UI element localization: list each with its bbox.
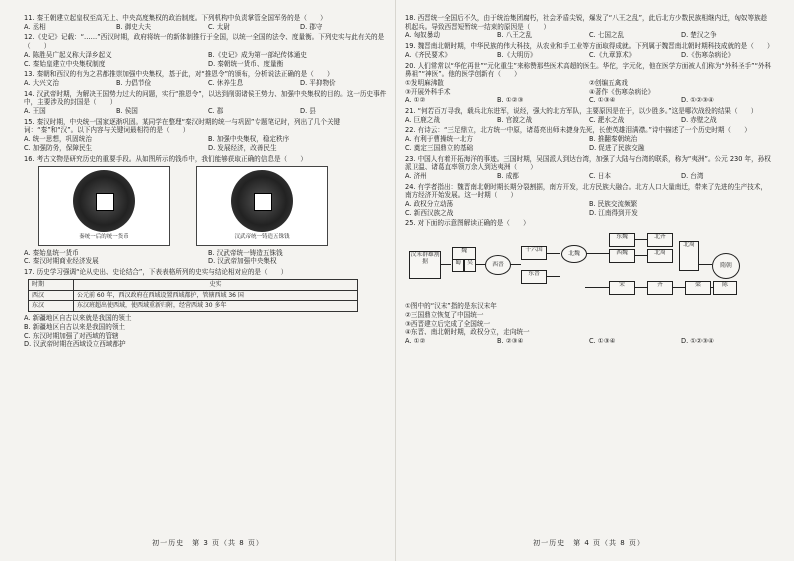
option-b: B. 汉武帝统一铸造五铢钱 — [208, 248, 283, 257]
option-c: C. 秦始皇建立中央集权制度 — [24, 59, 106, 68]
option-c: C. 淝水之战 — [589, 115, 625, 124]
node-shu: 蜀 — [452, 259, 464, 272]
history-table — [28, 279, 358, 313]
option-a: A. 陈胜吴广起义称大泽乡起义 — [24, 50, 112, 59]
question-23 — [405, 155, 773, 181]
options — [405, 96, 773, 105]
options — [24, 23, 392, 32]
question-20 — [405, 62, 773, 106]
statement-1: ①发明麻沸散 — [405, 78, 444, 87]
question-text: 24. 有学者指出：魏晋南北朝时期长期分裂割据，南方开发，北方民族大融合。北方人口大量南迁，带来了先进的生产技术，南方经济开始发展。这一时期（ ） — [405, 182, 768, 200]
option-c: C. 秦汉时期商业经济发展 — [24, 257, 99, 266]
connector — [585, 287, 609, 288]
question-12 — [24, 33, 392, 68]
node-liang: 梁 — [685, 281, 711, 295]
statement-4: ④著作《伤寒杂病论》 — [589, 87, 655, 96]
coin-hole — [96, 193, 114, 211]
option-b: B.《史记》成为第一部纪传体通史 — [208, 50, 307, 59]
question-text: 22. 有诗云：“三足鼎立，北方统一中原，诸葛亮出师未捷身先死，长使英雄泪满襟。”诗中描述了一个历史时期（ ） — [405, 126, 751, 135]
options — [24, 314, 392, 349]
option-d: D. 郡守 — [300, 22, 323, 31]
question-text: 12.《史记》记载：“……”西汉时期，政府将统一的新体制推行于全国，以统一全国的法令、度量衡。下列史实与此有关的是（ ） — [24, 33, 385, 51]
question-18 — [405, 14, 773, 40]
option-d: D. ①②③④ — [681, 96, 714, 105]
option-a: A. ①② — [405, 96, 426, 105]
options — [405, 200, 773, 217]
coin-caption-1: 秦统一后的统一货币 — [79, 234, 129, 241]
option-d: D. 台湾 — [681, 171, 704, 180]
page-footer: 初一历史 第 3 页（共 8 页） — [152, 538, 264, 547]
option-c: C. ①③④ — [589, 336, 616, 345]
question-text: 15. 秦汉时期，中央统一国家逐渐巩固。某同学在整理“秦汉时期的统一与巩固”专题笔记时，列出了几个关键词：“秦”和“汉”。以下内容与关键词最相符的是（ ） — [24, 117, 341, 135]
option-b: B. 八王之乱 — [497, 31, 533, 40]
option-c: C. ①③④ — [589, 96, 616, 105]
option-b: B. 侯国 — [116, 107, 138, 116]
option-b: B. 力倡节俭 — [116, 78, 152, 87]
option-b: B. 官渡之战 — [497, 115, 533, 124]
question-text: 14. 汉武帝时期，为解决王国势力过大的问题，实行“推恩令”，以达到削弱诸侯王势力、加强中央集权的目的。这一历史事件中，主要涉及的封国是（ ） — [24, 89, 387, 107]
coin-hole — [254, 193, 272, 211]
connector — [633, 287, 647, 288]
table-cell-fact: 东汉班超出使西域，使西域重新归附，经营西域 30 多年 — [74, 301, 358, 312]
node-wu: 吴 — [464, 259, 476, 272]
option-c: C. 日本 — [589, 171, 611, 180]
option-d: D. 促进了民族交融 — [589, 143, 645, 152]
node-eastern-wei: 东魏 — [609, 233, 635, 247]
option-a: A. 济州 — [405, 171, 427, 180]
table-header-fact: 史实 — [74, 279, 358, 290]
option-d: D. ①②③④ — [681, 336, 714, 345]
option-d: D. 赤壁之战 — [681, 115, 717, 124]
node-wei: 魏 — [452, 247, 476, 260]
connector — [698, 264, 712, 265]
question-text: 19. 魏晋南北朝时期，中华民族的伟大科技，从农业和手工业等方面取得成就。下列属于魏晋南北朝时期科技成就的是（ ） — [405, 42, 774, 51]
option-c: C. 休养生息 — [208, 78, 244, 87]
option-a: A. 统一思想，巩固统治 — [24, 135, 92, 144]
options — [405, 51, 773, 60]
option-b: B. 加强中央集权，稳定秩序 — [208, 135, 290, 144]
option-c: C. 太尉 — [208, 22, 230, 31]
option-a: A. 匈奴暴动 — [405, 31, 440, 40]
options — [405, 337, 773, 346]
option-b: B. 推翻秦朝统治 — [589, 135, 638, 144]
option-d: D. 汉武帝时期在西域设立西域都护 — [24, 340, 126, 349]
statement-1: ①图中的“汉末”指的是东汉末年 — [405, 302, 497, 311]
node-northern-qi: 北齐 — [647, 233, 673, 247]
connector — [475, 264, 485, 265]
table-row — [29, 301, 358, 312]
connector — [441, 264, 451, 265]
coin-figure-2 — [196, 166, 328, 245]
question-text: 18. 西晋统一全国后不久，由于统治集团腐朽，社会矛盾尖锐，爆发了“八王之乱”，此后北方少数民族相继内迁，匈奴等族趁机起兵。导致西晋短暂统一结束的原因是（ ） — [405, 14, 768, 31]
table-row — [29, 290, 358, 301]
option-d: D. 楚汉之争 — [681, 31, 717, 40]
question-22 — [405, 126, 773, 152]
dynasty-flow-diagram — [409, 231, 739, 299]
option-b: B. 民族交流频繁 — [589, 200, 638, 209]
question-text: 16. 考古文物是研究历史的重要手段。从如图所示的钱币中，我们能够获取正确的信息是（ ） — [24, 154, 307, 163]
option-a: A. 政权分立动荡 — [405, 200, 454, 209]
statements — [405, 79, 773, 96]
node-western-wei: 西魏 — [609, 249, 635, 263]
option-d: D. 汉武帝加强中央集权 — [208, 257, 277, 266]
page-divider — [395, 0, 396, 561]
option-d: D. 平抑物价 — [300, 78, 336, 87]
table-header-row — [29, 279, 358, 290]
question-21 — [405, 107, 773, 124]
question-text: 11. 秦王朝建立起皇权至高无上、中央高度集权的政治制度。下列机构中负责掌管全国军务的是（ ） — [24, 14, 327, 22]
question-15 — [24, 118, 392, 153]
option-d: D. 秦朝统一货币、度量衡 — [208, 59, 284, 68]
node-qi: 齐 — [647, 281, 673, 295]
statements — [405, 302, 773, 337]
node-sui: 隋朝 — [712, 253, 740, 279]
options — [405, 172, 773, 181]
option-d: D. 县 — [300, 107, 316, 116]
node-eastern-jin: 东晋 — [521, 270, 547, 284]
node-western-jin: 西晋 — [485, 255, 511, 275]
question-text: 13. 秦朝和西汉的有为之君都推崇加强中央集权，基于此，对“推恩令”的颁布，分析说法正确的是（ ） — [24, 70, 334, 79]
page-3 — [24, 14, 392, 554]
question-11 — [24, 14, 392, 31]
table-cell-time: 西汉 — [29, 290, 74, 301]
option-b: B. 成都 — [497, 171, 519, 180]
option-d: D. 江南得到开发 — [589, 208, 638, 217]
option-b: B. ②③④ — [497, 336, 524, 345]
option-d: D. 发展经济，改善民生 — [208, 143, 277, 152]
options — [24, 79, 392, 88]
option-a: A. 有利于曹操统一北方 — [405, 135, 473, 144]
connector — [633, 255, 647, 256]
question-19 — [405, 42, 773, 59]
option-a: A. 王国 — [24, 107, 46, 116]
option-a: A. 新疆地区自古以来就是我国的领土 — [24, 314, 132, 323]
options — [24, 107, 392, 116]
option-a: A. 秦始皇统一货币 — [24, 248, 79, 257]
option-a: A. ①② — [405, 336, 426, 345]
option-b: B. ①②③ — [497, 96, 524, 105]
connector — [671, 287, 685, 288]
connector — [585, 253, 609, 254]
page-footer: 初一历史 第 4 页（共 8 页） — [533, 538, 645, 547]
options — [24, 135, 392, 152]
node-northern-zhou: 北周 — [647, 249, 673, 263]
question-24 — [405, 183, 773, 218]
option-c: C. 新西汉族之战 — [405, 208, 454, 217]
connector — [546, 276, 560, 277]
node-han-warlords: 汉末群雄割据 — [409, 251, 441, 279]
statement-2: ②三国鼎立恢复了中国统一 — [405, 310, 484, 319]
option-c: C. 东汉时期加强了对西域的管辖 — [24, 331, 119, 340]
question-text: 21. “何若百万寻我，载兵北东进军，说经，强大的北方军队，主要原因是在于，以少胜多。”这是哪次战役的结果（ ） — [405, 107, 758, 116]
question-text: 23. 中国人有着开拓海洋的事迹。三国时期，吴国派人到达台湾，加强了大陆与台湾的联系，称为“夷洲”。公元 230 年，孙权派卫温、诸葛直率领万余人到达夷洲（ ） — [405, 154, 771, 172]
node-northern-wei: 北魏 — [561, 245, 587, 263]
options — [405, 31, 773, 40]
connector — [633, 239, 647, 240]
options — [405, 135, 773, 152]
option-c: C. 奠定三国鼎立的基础 — [405, 143, 474, 152]
table-header-time: 时期 — [29, 279, 74, 290]
option-b: B.《大明历》 — [497, 50, 537, 59]
question-text: 20. 人们常常以“华佗再世”“元化重生”来称赞那些医术高超的医生。华佗，字元化，他在医学方面被人们称为“外科圣手”“外科鼻祖”“神医”。他的医学创新有（ ） — [405, 61, 772, 79]
option-c: C.《九章算术》 — [589, 50, 636, 59]
connector — [546, 253, 560, 254]
option-a: A.《齐民要术》 — [405, 50, 452, 59]
option-b: B. 御史大夫 — [116, 22, 152, 31]
statement-2: ②创编五禽戏 — [589, 78, 628, 87]
statement-4: ④东晋、南北朝时期，政权分立，走向统一 — [405, 328, 530, 337]
options — [405, 116, 773, 125]
question-14 — [24, 90, 392, 116]
table-cell-fact: 公元前 60 年，西汉政府在西域设置西域都护，管辖西域 36 国 — [74, 290, 358, 301]
options — [24, 51, 392, 68]
statement-3: ③开展外科手术 — [405, 87, 451, 96]
ban-liang-coin-image — [73, 170, 135, 232]
option-a: A. 巨鹿之战 — [405, 115, 440, 124]
page-4 — [405, 14, 773, 554]
option-b: B. 新疆地区自古以来是我国的领土 — [24, 323, 126, 332]
statement-3: ③西晋建立后完成了全国统一 — [405, 319, 491, 328]
question-text: 25. 对下面的示意图解读正确的是（ ） — [405, 219, 530, 228]
option-c: C. 七国之乱 — [589, 31, 625, 40]
options — [24, 249, 392, 266]
wuzhu-coin-image — [231, 170, 293, 232]
coin-caption-2: 汉武帝统一铸造五铢钱 — [234, 234, 290, 241]
question-text: 17. 历史学习强调“论从史出、史论结合”，下表表格所列的史实与结论相对应的是（ ） — [24, 267, 288, 276]
option-c: C. 郡 — [208, 107, 224, 116]
table-cell-time: 东汉 — [29, 301, 74, 312]
coin-images — [38, 166, 392, 245]
node-sixteen-kingdoms: 十六国 — [521, 246, 547, 260]
option-d: D.《伤寒杂病论》 — [681, 50, 735, 59]
option-c: C. 加强防务，保障民生 — [24, 143, 93, 152]
question-13 — [24, 70, 392, 87]
question-25 — [405, 219, 773, 345]
option-a: A. 大兴文治 — [24, 78, 59, 87]
coin-figure-1 — [38, 166, 170, 245]
node-song: 宋 — [609, 281, 635, 295]
node-chen: 陈 — [713, 281, 737, 295]
node-northern-zhou-2: 北周 — [679, 241, 699, 271]
question-17 — [24, 268, 392, 349]
option-a: A. 丞相 — [24, 22, 46, 31]
question-16 — [24, 155, 392, 266]
